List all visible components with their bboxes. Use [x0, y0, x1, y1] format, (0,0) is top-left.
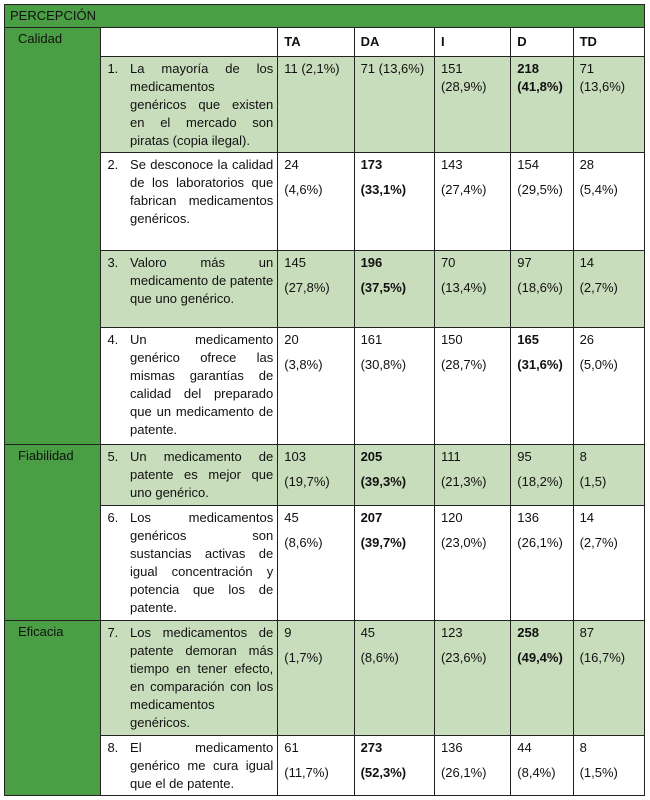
percent-value: (33,1%) — [360, 182, 407, 197]
percent-value: (31,6%) — [517, 357, 563, 372]
percent-value: (1,7%) — [284, 650, 323, 665]
item-statement: Un medicamento genérico ofrece las mismas garantías de calidad del preparado que un medicamento de patente. — [126, 328, 278, 445]
count-value: 120 — [440, 510, 463, 525]
count-value: 95 — [517, 449, 532, 464]
count-value: 87 — [579, 625, 595, 640]
table-row — [5, 445, 645, 506]
value-cell-td — [573, 251, 644, 328]
percent-value: (18,6%) — [517, 280, 563, 295]
col-header-da: DA — [354, 28, 434, 57]
value-cell-da — [354, 251, 434, 328]
value-cell-d — [511, 445, 573, 506]
value-cell-d — [511, 328, 573, 445]
percent-value: (18,2%) — [517, 474, 563, 489]
value-cell-i — [434, 621, 510, 736]
value-cell-td — [573, 736, 644, 796]
count-value: 97 — [517, 255, 532, 270]
count-value: 161 — [360, 332, 383, 347]
col-header-d: D — [511, 28, 573, 57]
item-statement: Se desconoce la calidad de los laboratorios que fabrican medicamentos genéricos. — [126, 153, 278, 251]
percent-value: (26,1%) — [517, 535, 563, 550]
count-value: 218 — [517, 61, 539, 76]
empty-header-cell — [101, 28, 278, 57]
count-value: 26 — [579, 332, 595, 347]
value-cell-da — [354, 445, 434, 506]
count-value: 44 — [517, 740, 532, 755]
count-value: 136 — [440, 740, 463, 755]
value-cell-ta — [278, 445, 354, 506]
percent-value: (27,4%) — [440, 182, 487, 197]
value-cell-da — [354, 328, 434, 445]
percent-value: (27,8%) — [284, 280, 330, 295]
count-value: 45 — [284, 510, 299, 525]
percent-value: (41,8%) — [517, 79, 563, 94]
value-cell-td — [573, 153, 644, 251]
count-value: 136 — [517, 510, 539, 525]
value-cell-d — [511, 621, 573, 736]
count-value: 111 — [440, 449, 461, 464]
count-value: 143 — [440, 157, 463, 172]
count-value: 151 — [440, 61, 463, 76]
count-value: 61 — [284, 740, 299, 755]
item-statement: El medicamento genérico me cura igual que el de patente. — [126, 736, 278, 796]
count-value: 196 — [360, 255, 383, 270]
percent-value: (49,4%) — [517, 650, 563, 665]
value-cell-d — [511, 153, 573, 251]
count-value: 165 — [517, 332, 539, 347]
value-cell-d — [511, 251, 573, 328]
table-row — [5, 736, 645, 796]
percent-value: (23,6%) — [440, 650, 487, 665]
table-row — [5, 621, 645, 736]
table-header: PERCEPCIÓN — [5, 5, 645, 28]
value-cell-i — [434, 445, 510, 506]
value-cell-td — [573, 445, 644, 506]
value-cell-td — [573, 621, 644, 736]
value-cell-da — [354, 621, 434, 736]
percent-value: (2,7%) — [579, 280, 618, 295]
value-cell-td — [573, 506, 644, 621]
item-number: 3. — [101, 251, 126, 328]
count-value: 8 — [579, 740, 587, 755]
percent-value: (5,4%) — [579, 182, 618, 197]
item-statement: Un medicamento de patente es mejor que uno genérico. — [126, 445, 278, 506]
table-row — [5, 153, 645, 251]
percent-value: (30,8%) — [360, 357, 407, 372]
item-number: 7. — [101, 621, 126, 736]
count-value: 14 — [579, 510, 595, 525]
percent-value: (13,4%) — [440, 280, 487, 295]
percent-value: (39,7%) — [360, 535, 407, 550]
value-cell-d — [511, 736, 573, 796]
percent-value: (11,7%) — [284, 765, 329, 780]
count-value: 258 — [517, 625, 539, 640]
count-value: 154 — [517, 157, 539, 172]
percent-value: (1,5) — [579, 474, 607, 489]
count-value: 9 — [284, 625, 292, 640]
table-row — [5, 251, 645, 328]
percent-value: (5,0%) — [579, 357, 618, 372]
count-value: 20 — [284, 332, 299, 347]
value-cell-td — [573, 57, 644, 153]
count-value: 70 — [440, 255, 456, 270]
value-cell-ta — [278, 328, 354, 445]
value-cell-ta — [278, 506, 354, 621]
item-number: 4. — [101, 328, 126, 445]
value-cell-ta — [278, 153, 354, 251]
value-cell-i — [434, 736, 510, 796]
percent-value: (8,4%) — [517, 765, 556, 780]
value-cell-i — [434, 328, 510, 445]
count-value: 71 (13,6%) — [360, 61, 425, 76]
count-value: 28 — [579, 157, 595, 172]
value-cell-da — [354, 153, 434, 251]
count-value: 205 — [360, 449, 383, 464]
perception-table — [4, 4, 645, 796]
percent-value: (29,5%) — [517, 182, 563, 197]
item-statement: La mayoría de los medicamentos genéricos que existen en el mercado son piratas (copia ilegal). — [126, 57, 278, 153]
percent-value: (21,3%) — [440, 474, 487, 489]
table-row — [5, 328, 645, 445]
count-value: 103 — [284, 449, 306, 464]
col-header-i: I — [434, 28, 510, 57]
value-cell-d — [511, 506, 573, 621]
col-header-ta: TA — [278, 28, 354, 57]
count-value: 123 — [440, 625, 463, 640]
item-number: 5. — [101, 445, 126, 506]
percent-value: (16,7%) — [579, 650, 626, 665]
value-cell-td — [573, 328, 644, 445]
count-value: 8 — [579, 449, 587, 464]
table-row — [5, 57, 645, 153]
category-eficacia: Eficacia — [5, 621, 101, 796]
value-cell-ta — [278, 57, 354, 153]
value-cell-d — [511, 57, 573, 153]
count-value: 273 — [360, 740, 383, 755]
category-calidad: Calidad — [5, 28, 101, 445]
count-value: 173 — [360, 157, 383, 172]
percent-value: (37,5%) — [360, 280, 407, 295]
value-cell-ta — [278, 251, 354, 328]
count-value: 45 — [360, 625, 376, 640]
value-cell-i — [434, 57, 510, 153]
percent-value: (8,6%) — [284, 535, 323, 550]
item-number: 8. — [101, 736, 126, 796]
category-fiabilidad: Fiabilidad — [5, 445, 101, 621]
value-cell-ta — [278, 621, 354, 736]
percent-value: (13,6%) — [579, 79, 626, 94]
value-cell-i — [434, 506, 510, 621]
item-number: 6. — [101, 506, 126, 621]
item-statement: Valoro más un medicamento de patente que uno genérico. — [126, 251, 278, 328]
count-value: 14 — [579, 255, 595, 270]
count-value: 145 — [284, 255, 306, 270]
value-cell-i — [434, 251, 510, 328]
percent-value: (28,9%) — [440, 79, 487, 94]
count-value: 150 — [440, 332, 463, 347]
count-value: 24 — [284, 157, 299, 172]
percent-value: (3,8%) — [284, 357, 323, 372]
value-cell-da — [354, 506, 434, 621]
value-cell-da — [354, 736, 434, 796]
percent-value: (2,7%) — [579, 535, 618, 550]
percent-value: (52,3%) — [360, 765, 407, 780]
percent-value: (39,3%) — [360, 474, 407, 489]
item-statement: Los medicamentos de patente demoran más tiempo en tener efecto, en comparación con los medicamentos genéricos. — [126, 621, 278, 736]
item-number: 1. — [101, 57, 126, 153]
count-value: 71 — [579, 61, 595, 76]
count-value: 207 — [360, 510, 383, 525]
percent-value: (19,7%) — [284, 474, 330, 489]
percent-value: (8,6%) — [360, 650, 399, 665]
item-statement: Los medicamentos genéricos son sustancias activas de igual concentración y potencia que los de patente. — [126, 506, 278, 621]
percent-value: (1,5%) — [579, 765, 618, 780]
percent-value: (4,6%) — [284, 182, 323, 197]
value-cell-da — [354, 57, 434, 153]
percent-value: (26,1%) — [440, 765, 487, 780]
count-value: 11 (2,1%) — [284, 61, 340, 76]
percent-value: (28,7%) — [440, 357, 487, 372]
value-cell-i — [434, 153, 510, 251]
table-row — [5, 506, 645, 621]
value-cell-ta — [278, 736, 354, 796]
col-header-td: TD — [573, 28, 644, 57]
item-number: 2. — [101, 153, 126, 251]
percent-value: (23,0%) — [440, 535, 487, 550]
